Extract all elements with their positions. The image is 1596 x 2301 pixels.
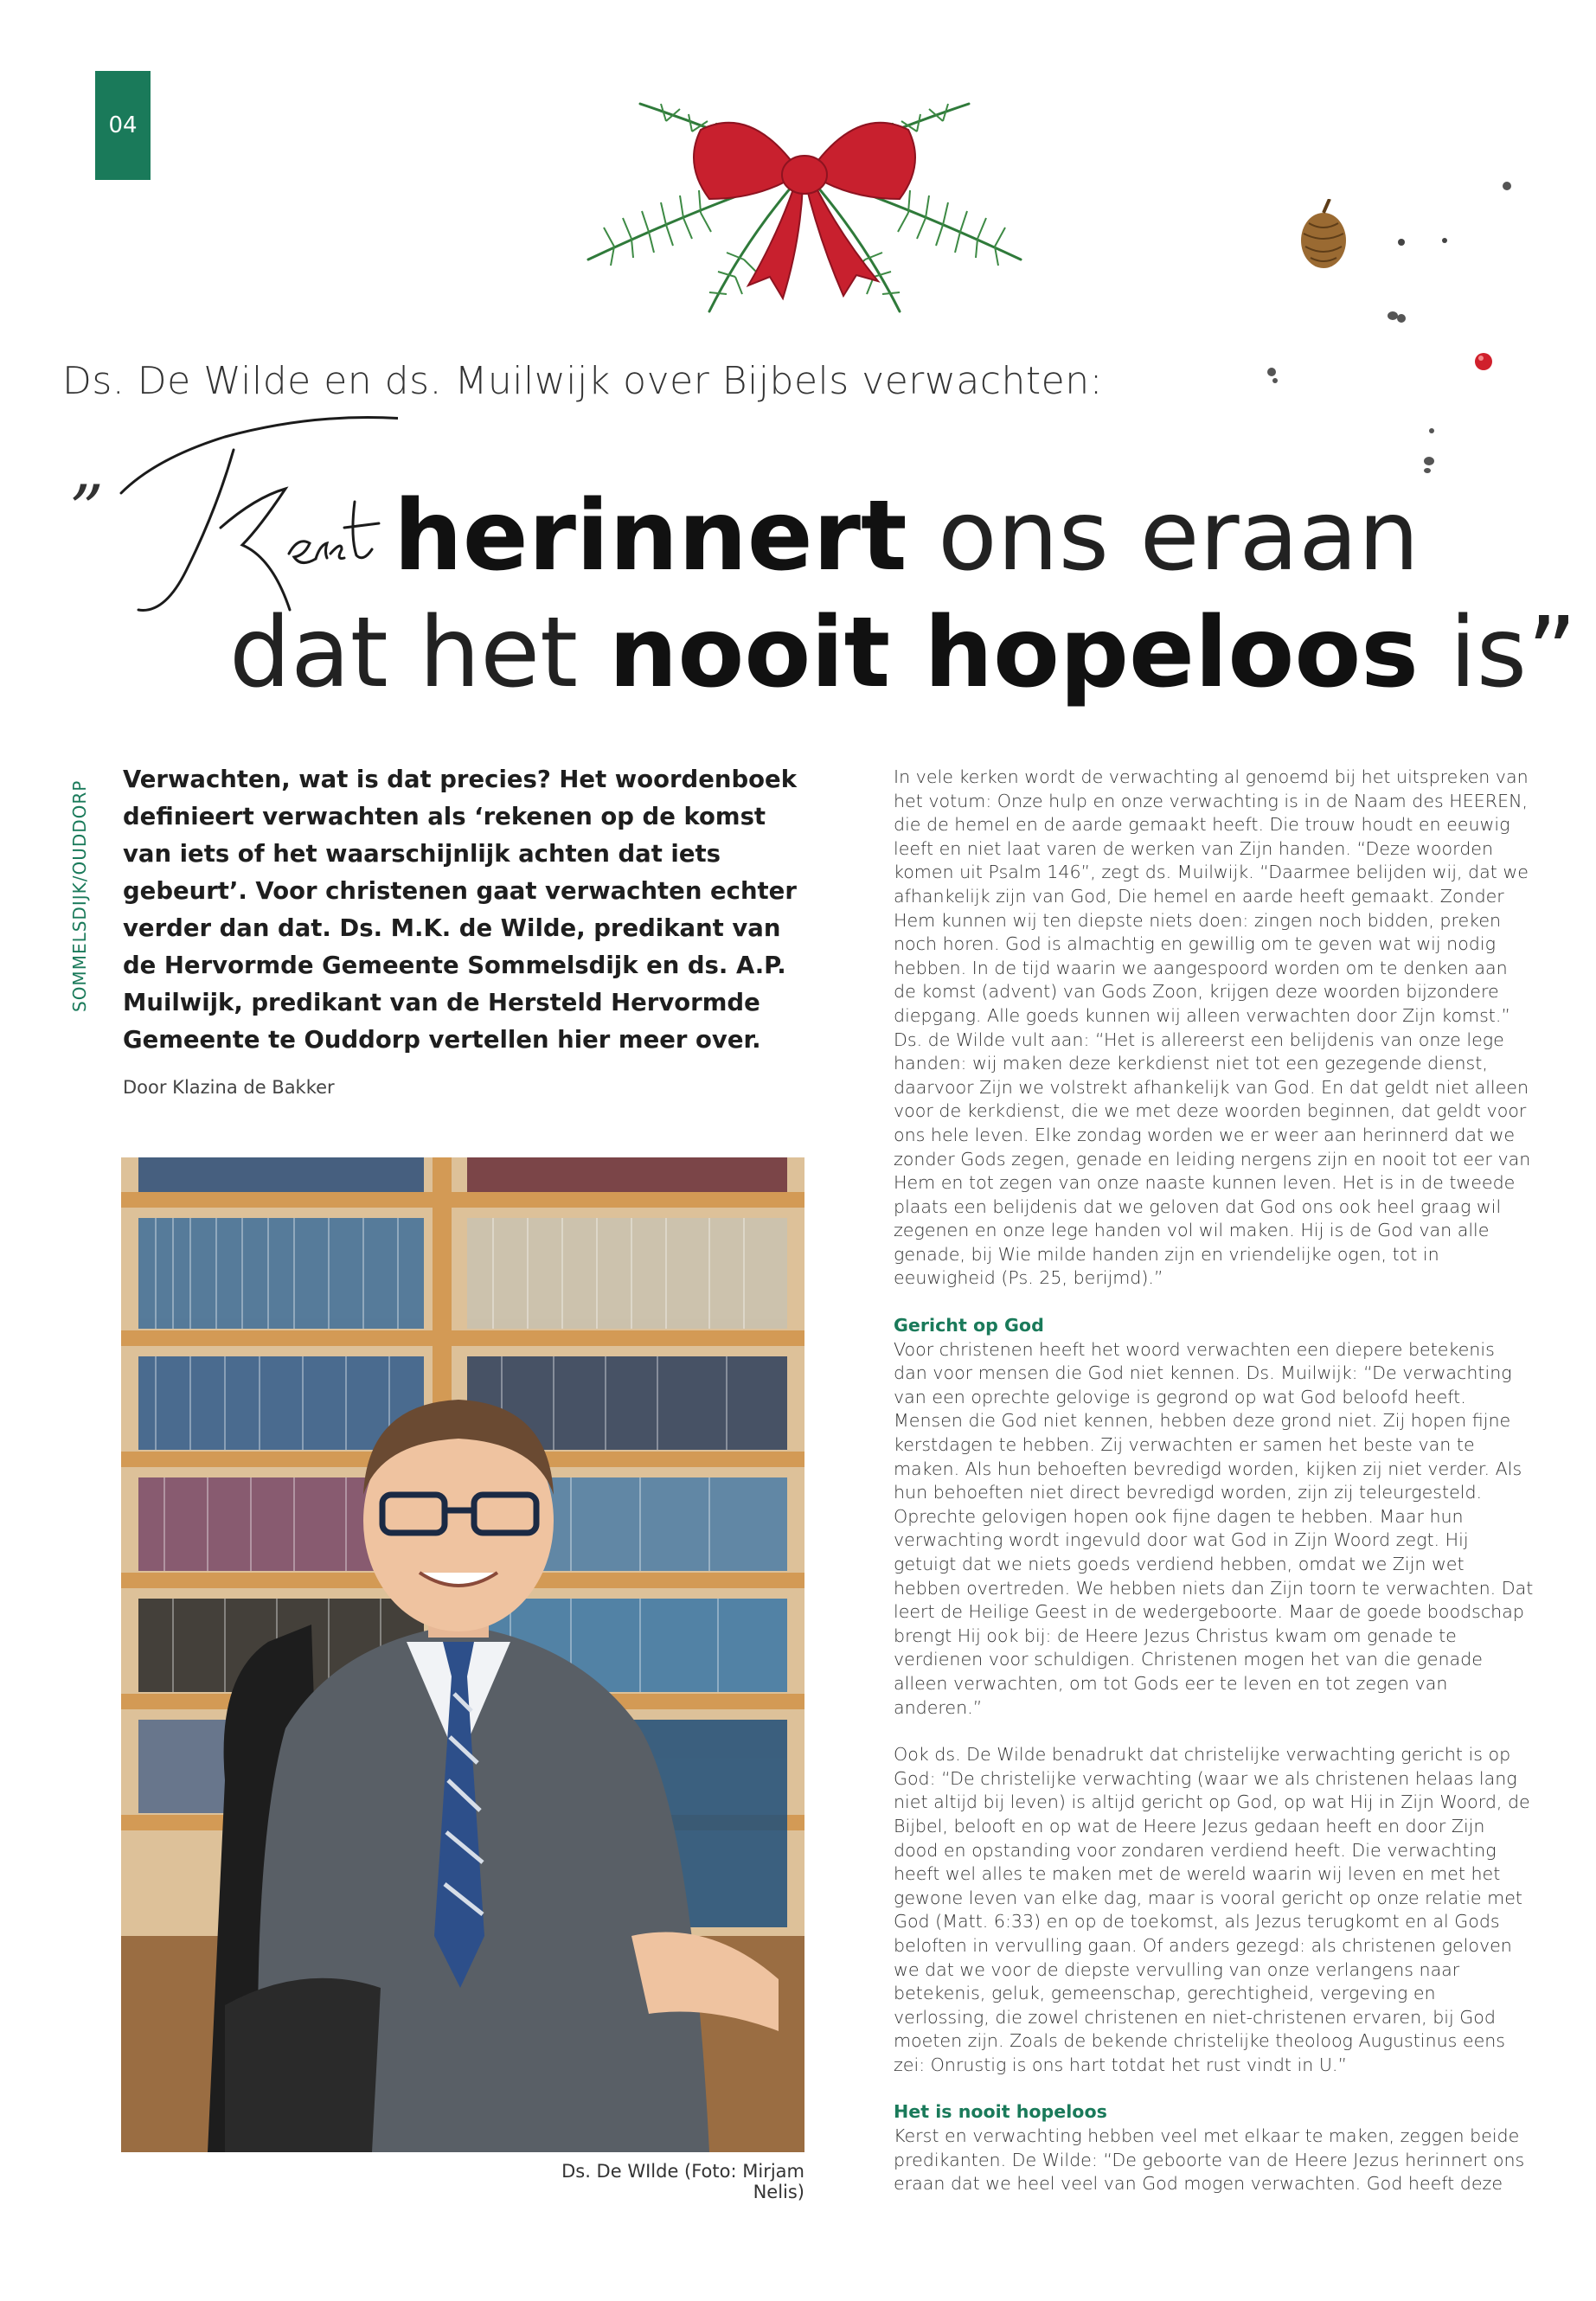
page-number: 04 [95, 71, 151, 180]
headline-line-1 [394, 480, 1420, 593]
body-paragraph-1: In vele kerken wordt de verwachting al genoemd bij het uitspreken van het votum: Onze hulp en onze verwachting is in de Naam des HEEREN, die de hemel en de aarde gemaakt heeft. Die trouw houdt en eeuwig leeft en niet laat varen de werken van Zijn handen. “Deze woorden komen uit Psalm 146”, zegt ds. Muilwijk. “Daarmee belijden wij, dat we afhankelijk zijn van God, Die hemel en aarde heeft gemaakt. Zonder Hem kunnen wij ten diepste niets doen: zingen noch bidden, preken noch horen. God is almachtig en gewillig om te geven wat wij nodig hebben. In de tijd waarin we aangespoord worden om te denken aan de komst (advent) van Gods Zoon, krijgen deze woorden bijzondere diepgang. Alle goeds kunnen wij alleen verwachten door Zijn komst.” Ds. de Wilde vult aan: “Het is allereerst een belijdenis van onze lege handen: wij maken deze kerkdienst niet tot een gezegende dienst, daarvoor Zijn we volstrekt afhankelijk van God. En dat geldt niet alleen voor de kerkdienst, die we met deze woorden beginnen, dat geldt voor ons hele leven. Elke zondag worden we er weer aan herinnerd dat we zonder Gods zegen, genade en leiding nergens zijn en nooit tot eer van Hem en tot zegen van onze naaste kunnen leven. Het is in de tweede plaats een belijdenis dat we geloven dat God ons ook heel graag wil zegenen en onze lege handen vol wil maken. Hij is de God van alle genade, bij Wie milde handen zijn en vriendelijke ogen, tot in eeuwigheid (Ps. 25, berijmd).” [894, 766, 1531, 1289]
headline-kicker: Ds. De Wilde en ds. Muilwijk over Bijbels verwachten: [62, 359, 1103, 403]
headline-line-2 [229, 597, 1577, 709]
headline-bold-herinnert: herinnert [394, 480, 907, 593]
body-paragraph-4: Kerst en verwachting hebben veel met elkaar te maken, zeggen beide predikanten. De Wilde: “De geboorte van de Heere Jezus herinnert ons eraan dat we heel veel van God mogen verwachten. God heeft deze [894, 2125, 1525, 2195]
body-paragraph-2: Voor christenen heeft het woord verwachten een diepere betekenis dan voor mensen die God niet kennen. Ds. Muilwijk: “De verwachting van een oprechte gelovige is gegrond op wat God beloofd heeft. Mensen die God niet kennen, hebben deze grond niet. Zij hopen fijne kerstdagen te hebben. Zij verwachten er samen het beste van te maken. Als hun behoeften bevredigd worden, kijken zij niet verder. Als hun behoeften niet direct bevredigd worden, zijn zij teleurgesteld. Oprechte gelovigen hopen ook fijne dagen te hebben. Maar hun verwachting wordt ingevuld door wat God in Zijn Woord zegt. Hij getuigt dat we niets goeds verdiend hebben, omdat we Zijn wet hebben overtreden. We hebben niets dan Zijn toorn te verwachten. Dat leert de Heilige Geest in de wedergeboorte. Maar de goede boodschap brengt Hij ook bij: de Heere Jezus Christus kwam om genade te verdienen voor schuldigen. Christenen mogen het van die genade alleen verwachten, om tot Gods eer te leven en tot zegen van anderen.” [894, 1338, 1534, 1718]
scattered-berries-icon [1246, 164, 1531, 493]
intro-paragraph: Verwachten, wat is dat precies? Het woordenboek definieert verwachten als ‘rekenen op de komst van iets of het waarschijnlijk achten dat iets gebeurt’. Voor christenen gaat verwachten echter verder dan dat. Ds. M.K. de Wilde, predikant van de Hervormde Gemeente Sommelsdijk en ds. A.P. Muilwijk, predikant van de Hersteld Hervormde Gemeente te Ouddorp vertellen hier meer over. [123, 766, 797, 1054]
headline-bold-nooit-hopeloos: nooit hopeloos [608, 597, 1419, 709]
byline: Door Klazina de Bakker [123, 1077, 335, 1098]
body-paragraph-3: Ook ds. De Wilde benadrukt dat christelijke verwachting gericht is op God: “De christelijke verwachting (waar we als christenen helaas lang niet altijd bij leven) is altijd gericht op God, op wat Hij in Zijn Woord, de Bijbel, belooft en op wat de Heere Jezus gedaan heeft en door Zijn dood en opstanding voor zondaren verdiend heeft. Die verwachting heeft wel alles te maken met de wereld waarin wij leven en met het gewone leven van elke dag, maar is vooral gericht op onze relatie met God (Matt. 6:33) en op de toekomst, als Jezus terugkomt en al Gods beloften in vervulling gaan. Of anders gezegd: als christenen geloven we dat we voor de diepste vervulling van onze verlangens naar betekenis, geluk, gemeenschap, gerechtigheid, vergeving en verlossing, die zowel christenen en niet-christenen ervaren, bij God moeten zijn. Zoals de bekende christelijke theoloog Augustinus eens zei: Onrustig is ons hart totdat het rust vindt in U.” [894, 1744, 1530, 2075]
subheading-gericht-op-god: Gericht op God [894, 1315, 1044, 1336]
article-body [894, 766, 1534, 2220]
section-tag [62, 770, 97, 1029]
portrait-photo [121, 1157, 804, 2152]
headline-line1-rest: ons eraan [907, 480, 1420, 593]
headline-line2-end: is” [1418, 597, 1578, 709]
headline-open-quote: ” [69, 471, 104, 549]
section-tag-label: SOMMELSDIJK/OUDDORP [69, 779, 90, 1012]
subheading-het-is-nooit-hopeloos: Het is nooit hopeloos [894, 2101, 1107, 2123]
photo-caption: Ds. De WIlde (Foto: Mirjam Nelis) [561, 2161, 804, 2202]
christmas-bow-icon [580, 69, 1029, 320]
headline-line2-start: dat het [229, 597, 609, 709]
